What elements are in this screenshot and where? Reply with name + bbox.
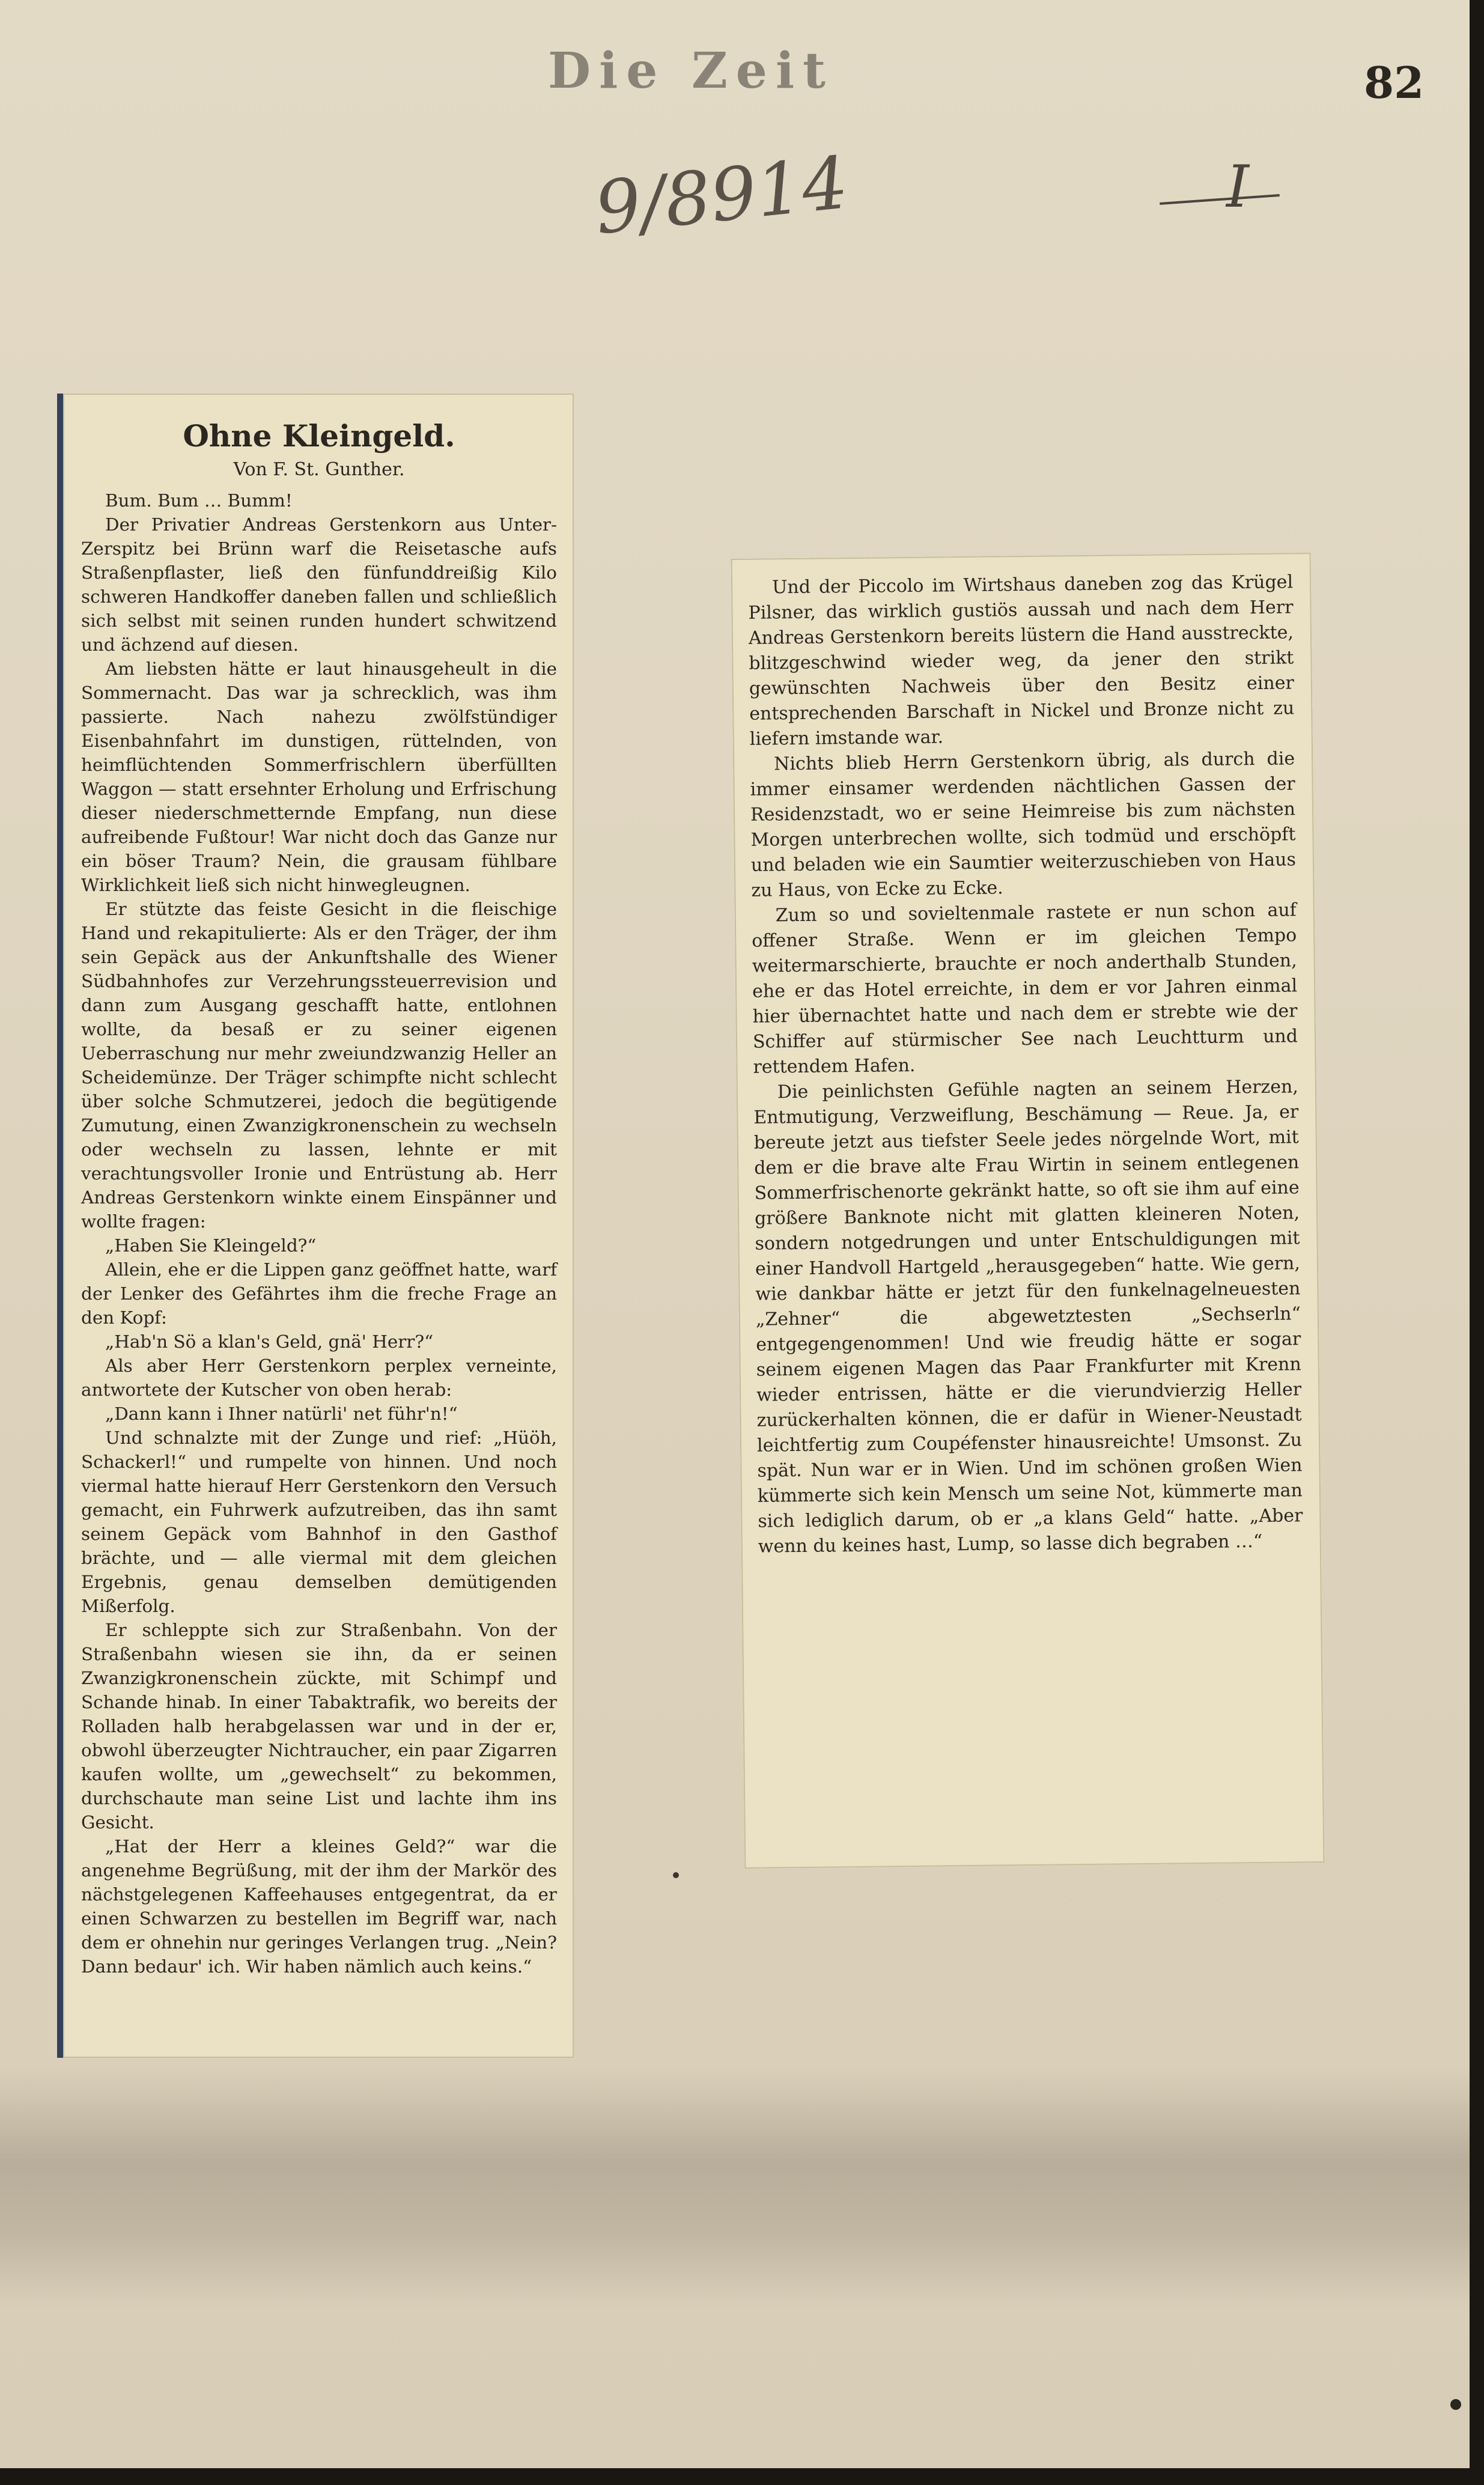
- article-title: Ohne Kleingeld.: [183, 418, 455, 454]
- scan-edge-right: [1470, 0, 1484, 2485]
- paragraph: „Dann kann i Ihner natürli' net führ'n!“: [105, 1404, 458, 1424]
- article-byline: Von F. St. Gunther.: [233, 459, 405, 480]
- paragraph: „Hat der Herr a kleines Geld?“ war die angenehme Begrüßung, mit der ihm der Markör des nächstgelegenen Kaffeehauses entgegentrat, da er einen Schwarzen zu bestellen im Begriff war, nach dem er ohnehin nur geringes Verlangen trug. „Nein? Dann bedaur' ich. Wir haben nämlich auch keins.“: [81, 1836, 557, 1977]
- paragraph: Am liebsten hätte er laut hinausgeheult in die Sommernacht. Das war ja schrecklich, was ihm passierte. Nach nahezu zwölfstündiger Eisenbahnfahrt im dunstigen, rüttelnden, von heimflüchtenden Sommerfrischlern überfüllten Waggon — statt ersehnter Erholung und Erfrischung dieser niederschmetternde Empfang, nun diese aufreibende Fußtour! War nicht doch das Ganze nur ein böser Traum? Nein, die grausam fühlbare Wirklichkeit ließ sich nicht hinwegleugnen.: [81, 659, 557, 895]
- shadow-band: [0, 2067, 1484, 2307]
- paragraph: Zum so und sovieltenmale rastete er nun schon auf offener Straße. Wenn er im gleichen Tempo weitermarschierte, brauchte er noch anderthalb Stunden, ehe er das Hotel erreichte, in dem er vor Jahren einmal hier übernachtet hatte und nach dem er strebte wie der Schiffer auf stürmischer See nach Leuchtturm und rettendem Hafen.: [752, 899, 1298, 1078]
- paragraph: Als aber Herr Gerstenkorn perplex verneinte, antwortete der Kutscher von oben herab:: [81, 1355, 557, 1400]
- punch-hole: [1450, 2399, 1461, 2410]
- scan-edge-bottom: [0, 2468, 1484, 2485]
- handwritten-part-number: I: [1226, 153, 1249, 221]
- paragraph: Der Privatier Andreas Gerstenkorn aus Unter-Zerspitz bei Brünn warf die Reisetasche aufs Straßenpflaster, ließ den fünfunddreißig Kilo schweren Handkoffer daneben fallen und schließlich sich selbst mit seinen runden hundert schwitzend und ächzend auf diesen.: [81, 514, 557, 655]
- paragraph: Bum. Bum … Bumm!: [105, 490, 293, 511]
- paragraph: Und der Piccolo im Wirtshaus daneben zog das Krügel Pilsner, das wirklich gustiös aussah und nach dem Herr Andreas Gerstenkorn bereits lüstern die Hand ausstreckte, blitzgeschwind wieder weg, da jener den strikt gewünschten Nachweis über den Besitz einer entsprechenden Barschaft in Nickel und Bronze nicht zu liefern imstande war.: [748, 571, 1295, 750]
- page-number: 82: [1364, 57, 1425, 108]
- clipping-right-column: [731, 553, 1325, 1869]
- paper-speck: [673, 1872, 679, 1878]
- paragraph: Nichts blieb Herrn Gerstenkorn übrig, als durch die immer einsamer werdenden nächtlichen Gassen der Residenzstadt, wo er seine Heimreise bis zum nächsten Morgen unterbrechen wollte, sich todmüd und erschöpft und beladen wie ein Saumtier weiterzuschieben von Haus zu Haus, von Ecke zu Ecke.: [750, 748, 1297, 901]
- paragraph: „Hab'n Sö a klan's Geld, gnä' Herr?“: [105, 1331, 434, 1352]
- paragraph: „Haben Sie Kleingeld?“: [105, 1235, 317, 1256]
- clipping-left-column: [57, 394, 574, 2058]
- handwritten-date: 9/8914: [591, 141, 853, 251]
- paragraph: Allein, ehe er die Lippen ganz geöffnet hatte, warf der Lenker des Gefährtes ihm die freche Frage an den Kopf:: [81, 1259, 557, 1328]
- newspaper-masthead: Die Zeit: [547, 42, 835, 100]
- paragraph: Und schnalzte mit der Zunge und rief: „Hüöh, Schackerl!“ und rumpelte von hinnen. Und noch viermal hatte hierauf Herr Gerstenkorn den Versuch gemacht, ein Fuhrwerk aufzutreiben, das ihn samt seinem Gepäck vom Bahnhof in den Gasthof brächte, und — alle viermal mit dem gleichen Ergebnis, genau demselben demütigenden Mißerfolg.: [81, 1428, 557, 1616]
- paragraph: Er stützte das feiste Gesicht in die fleischige Hand und rekapitulierte: Als er den Träger, der ihm sein Gepäck aus der Ankunftshalle des Wiener Südbahnhofes zur Verzehrungssteuerrevision und dann zum Ausgang geschafft hatte, entlohnen wollte, da besaß er zu seiner eigenen Ueberraschung nur mehr zweiundzwanzig Heller an Scheidemünze. Der Träger schimpfte nicht schlecht über solche Schmutzerei, jedoch die begütigende Zumutung, einen Zwanzigkronenschein zu wechseln oder wechseln zu lassen, lehnte er mit verachtungsvoller Ironie und Entrüstung ab. Herr Andreas Gerstenkorn winkte einem Einspänner und wollte fragen:: [81, 899, 557, 1232]
- paragraph: Die peinlichsten Gefühle nagten an seinem Herzen, Entmutigung, Verzweiflung, Beschämung — Reue. Ja, er bereute jetzt aus tiefster Seele jedes nörgelnde Wort, mit dem er die brave alte Frau Wirtin in seinem entlegenen Sommerfrischenorte gekränkt hatte, so oft sie ihm auf eine größere Banknote nicht mit glatten kleineren Noten, sondern notgedrungen und unter Entschuldigungen mit einer Handvoll Hartgeld „herausgegeben“ hatte. Wie gern, wie dankbar hätte er jetzt für den funkelnagelneuesten „Zehner“ die abgewetztesten „Sechserln“ entgegengenommen! Und wie freudig hätte er sogar seinem eigenen Magen das Paar Frankfurter mit Krenn wieder entrissen, hätte er die vierundvierzig Heller zurückerhalten können, die er dafür in Wiener-Neustadt leichtfertig zum Coupéfenster hinausreichte! Umsonst. Zu spät. Nun war er in Wien. Und im schönen großen Wien kümmerte sich kein Mensch um seine Not, kümmerte man sich lediglich darum, ob er „a klans Geld“ hatte. „Aber wenn du keines hast, Lump, so lasse dich begraben …“: [753, 1076, 1303, 1557]
- paragraph: Er schleppte sich zur Straßenbahn. Von der Straßenbahn wiesen sie ihn, da er seinen Zwanzigkronenschein zückte, mit Schimpf und Schande hinab. In einer Tabaktrafik, wo bereits der Rolladen halb herabgelassen war und in der er, obwohl überzeugter Nichtraucher, ein paar Zigarren kaufen wollte, um „gewechselt“ zu bekommen, durchschaute man seine List und lachte ihm ins Gesicht.: [81, 1620, 557, 1833]
